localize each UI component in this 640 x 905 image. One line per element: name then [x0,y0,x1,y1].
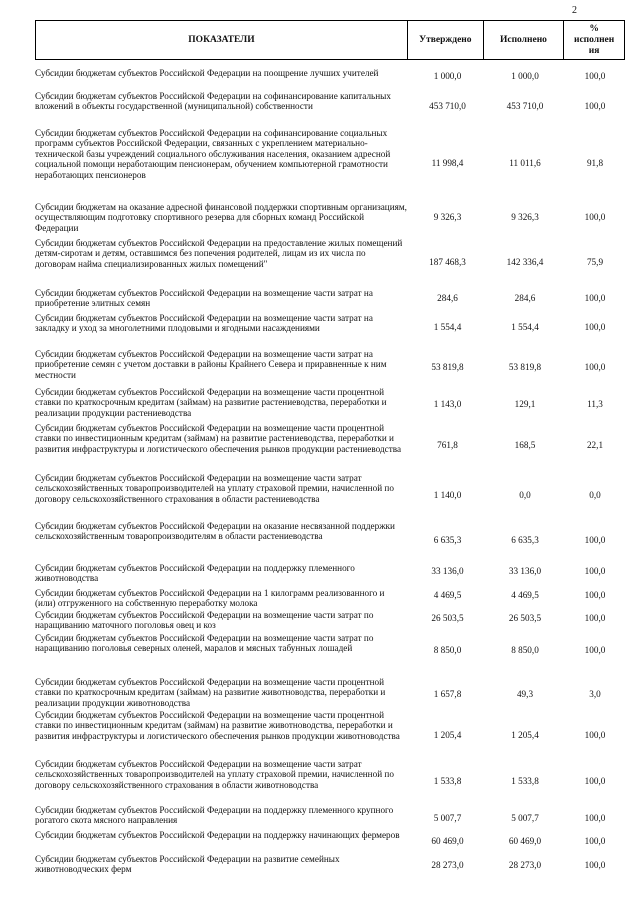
row-text: Субсидии бюджетам субъектов Российской Федерации на возмещение части процентной ставки по краткосрочным кредитам (займам) на развитие растениеводства, переработки и реализации продукции растениеводства [35,387,387,418]
table-row [35,128,625,192]
row-text: Субсидии бюджетам субъектов Российской Федерации на развитие семейных животноводческих ферм [35,854,340,875]
row-percent: 100,0 [584,776,606,786]
table-header [35,20,625,60]
row-executed: 33 136,0 [508,566,542,576]
header-indicators: ПОКАЗАТЕЛИ [36,21,408,60]
row-percent: 100,0 [584,645,606,655]
row-approved: 53 819,8 [431,362,464,372]
row-percent: 100,0 [584,101,606,111]
row-percent: 3,0 [589,689,601,699]
table-row [35,633,625,655]
row-executed: 129,1 [514,399,536,409]
row-text: Субсидии бюджетам субъектов Российской Федерации на предоставление жилых помещений детям-сиротам и детям, оставшимся без попечения родителей, лицам из их числа по договорам найма специализированных жилых помещений" [35,238,403,269]
table-row [35,473,625,515]
row-executed: 4 469,5 [511,590,539,600]
row-text: Субсидии бюджетам субъектов Российской Федерации на возмещение части затрат на приобретение семян с учетом доставки в районы Крайнего Севера и приравненные к ним местности [35,349,387,380]
row-executed: 1 533,8 [511,776,539,786]
row-executed: 11 011,6 [509,158,541,168]
row-executed: 28 273,0 [508,860,542,870]
row-text: Субсидии бюджетам субъектов Российской Федерации на возмещение части процентной ставки по инвестиционным кредитам (займам) на развитие животноводства, переработки и развития инфраструктуры и логистического обеспечения рынков продукции животноводства [35,710,400,741]
row-approved: 6 635,3 [433,535,462,545]
page-number: 2 [572,5,577,16]
row-executed: 8 850,0 [511,645,539,655]
row-executed: 1 000,0 [511,71,539,81]
row-approved: 8 850,0 [433,645,462,655]
row-text: Субсидии бюджетам субъектов Российской Федерации на возмещение части процентной ставки по краткосрочным кредитам (займам) на развитие животноводства, переработки и реализации продукции животноводства [35,677,386,708]
row-executed: 53 819,8 [508,362,542,372]
row-approved: 28 273,0 [431,860,464,870]
row-approved: 1 000,0 [433,71,462,81]
row-percent: 11,3 [587,399,603,409]
row-executed: 26 503,5 [508,613,542,623]
row-text: Субсидии бюджетам субъектов Российской Федерации на возмещение части затрат по наращиванию поголовья северных оленей, маралов и мясных табунных лошадей [35,633,374,654]
table-row [35,610,625,632]
row-executed: 1 205,4 [511,730,539,740]
row-text: Субсидии бюджетам субъектов Российской Федерации на возмещение части затрат сельскохозяйственных товаропроизводителей на уплату страховой премии, начисленной по договору сельскохозяйственного страхования в области растениеводства [35,473,394,504]
row-percent: 100,0 [584,590,606,600]
row-executed: 60 469,0 [508,836,542,846]
row-percent: 100,0 [584,566,606,576]
row-percent: 100,0 [584,860,606,870]
row-approved: 1 140,0 [433,490,462,500]
row-approved: 1 657,8 [433,689,462,699]
row-executed: 49,3 [516,689,534,699]
row-text: Субсидии бюджетам субъектов Российской Федерации на поддержку племенного животноводства [35,563,355,584]
row-executed: 0,0 [519,490,531,500]
table-row [35,521,625,543]
row-text: Субсидии бюджетам субъектов Российской Федерации на возмещение части затрат по наращиванию маточного поголовья овец и коз [35,610,374,631]
table-row [35,202,625,234]
table-row [35,238,625,278]
row-approved: 453 710,0 [429,101,466,111]
row-percent: 100,0 [584,322,606,332]
row-text: Субсидии бюджетам субъектов Российской Федерации на возмещение части затрат на приобретение элитных семян [35,288,373,309]
row-text: Субсидии бюджетам субъектов Российской Федерации на возмещение части затрат сельскохозяйственных товаропроизводителей на уплату страховой премии, начисленной по договору сельскохозяйственного страхования в области животноводства [35,759,394,790]
row-text: Субсидии бюджетам субъектов Российской Федерации на софинансирование капитальных вложений в объекты государственной (муниципальной) собственности [35,91,391,112]
table-row [35,423,625,465]
header-percent-line2: исполнен [573,34,615,45]
header-percent-line3: ия [588,45,600,56]
header-percent-line1: % [589,23,599,34]
row-approved: 5 007,7 [433,813,462,823]
table-row [35,588,625,610]
header-executed: Исполнено [483,21,564,60]
row-executed: 5 007,7 [511,813,539,823]
header-percent [564,21,625,60]
row-approved: 4 469,5 [433,590,462,600]
row-text: Субсидии бюджетам субъектов Российской Федерации на оказание несвязанной поддержки сельскохозяйственным товаропроизводителям в области растениеводства [35,521,395,542]
table-row [35,387,625,419]
row-executed: 453 710,0 [506,101,544,111]
row-approved: 1 205,4 [433,730,462,740]
row-percent: 100,0 [584,730,606,740]
row-percent: 22,1 [586,440,604,450]
row-text: Субсидии бюджетам на оказание адресной финансовой поддержки спортивным организациям, осуществляющим подготовку спортивного резерва для сборных команд Российской Федерации [35,202,407,233]
table-row [35,68,625,82]
row-executed: 142 336,4 [506,257,544,267]
table-row [35,677,625,709]
row-approved: 284,6 [437,293,458,303]
row-percent: 100,0 [584,293,606,303]
row-executed: 1 554,4 [511,322,539,332]
row-approved: 1 143,0 [433,399,462,409]
row-percent: 75,9 [586,257,604,267]
table-row [35,313,625,335]
row-approved: 1 554,4 [433,322,462,332]
row-executed: 284,6 [514,293,536,303]
table-row [35,288,625,310]
row-executed: 168,5 [514,440,536,450]
row-text: Субсидии бюджетам субъектов Российской Федерации на поддержку племенного крупного рогатого скота мясного направления [35,805,394,826]
table-row [35,805,625,827]
row-approved: 1 533,8 [433,776,462,786]
row-percent: 0,0 [589,490,601,500]
row-text: Субсидии бюджетам субъектов Российской Федерации на поощрение лучших учителей [35,68,379,78]
row-percent: 100,0 [584,613,606,623]
row-text: Субсидии бюджетам субъектов Российской Федерации на возмещение части процентной ставки по инвестиционным кредитам (займам) на развитие растениеводства, переработки и развития инфраструктуры и логистического обеспечения рынков продукции растениеводства [35,423,402,454]
table-row [35,91,625,113]
row-percent: 100,0 [584,535,606,545]
row-approved: 33 136,0 [431,566,464,576]
header-approved: Утверждено [407,21,483,60]
row-approved: 60 469,0 [431,836,464,846]
row-approved: 11 998,4 [431,158,464,168]
row-executed: 9 326,3 [511,212,539,222]
table-row [35,830,625,852]
row-percent: 100,0 [584,362,606,372]
row-text: Субсидии бюджетам субъектов Российской Федерации на 1 килограмм реализованного и (или) отгруженного на собственную переработку молока [35,588,385,609]
row-approved: 26 503,5 [431,613,464,623]
row-executed: 6 635,3 [511,535,539,545]
row-approved: 9 326,3 [433,212,462,222]
row-percent: 91,8 [586,158,604,168]
row-percent: 100,0 [584,212,606,222]
row-text: Субсидии бюджетам субъектов Российской Федерации на поддержку начинающих фермеров [35,830,400,840]
row-text: Субсидии бюджетам субъектов Российской Федерации на возмещение части затрат на закладку и уход за многолетними плодовыми и ягодными насаждениями [35,313,373,334]
row-percent: 100,0 [584,813,606,823]
row-approved: 187 468,3 [429,257,466,267]
row-percent: 100,0 [584,836,606,846]
table-row [35,710,625,752]
table-row [35,854,625,876]
row-percent: 100,0 [584,71,606,81]
table-row [35,563,625,585]
row-approved: 761,8 [437,440,458,450]
table-row [35,759,625,801]
table-row [35,349,625,381]
row-text: Субсидии бюджетам субъектов Российской Федерации на софинансирование социальных программ субъектов Российской Федерации, связанных с укреплением материально-технической базы учреждений социального обслуживания населения, оказанием адресной социальной помощи неработающим пенсионерам, обучением компьютерной грамотности неработающих пенсионеров [35,128,391,180]
